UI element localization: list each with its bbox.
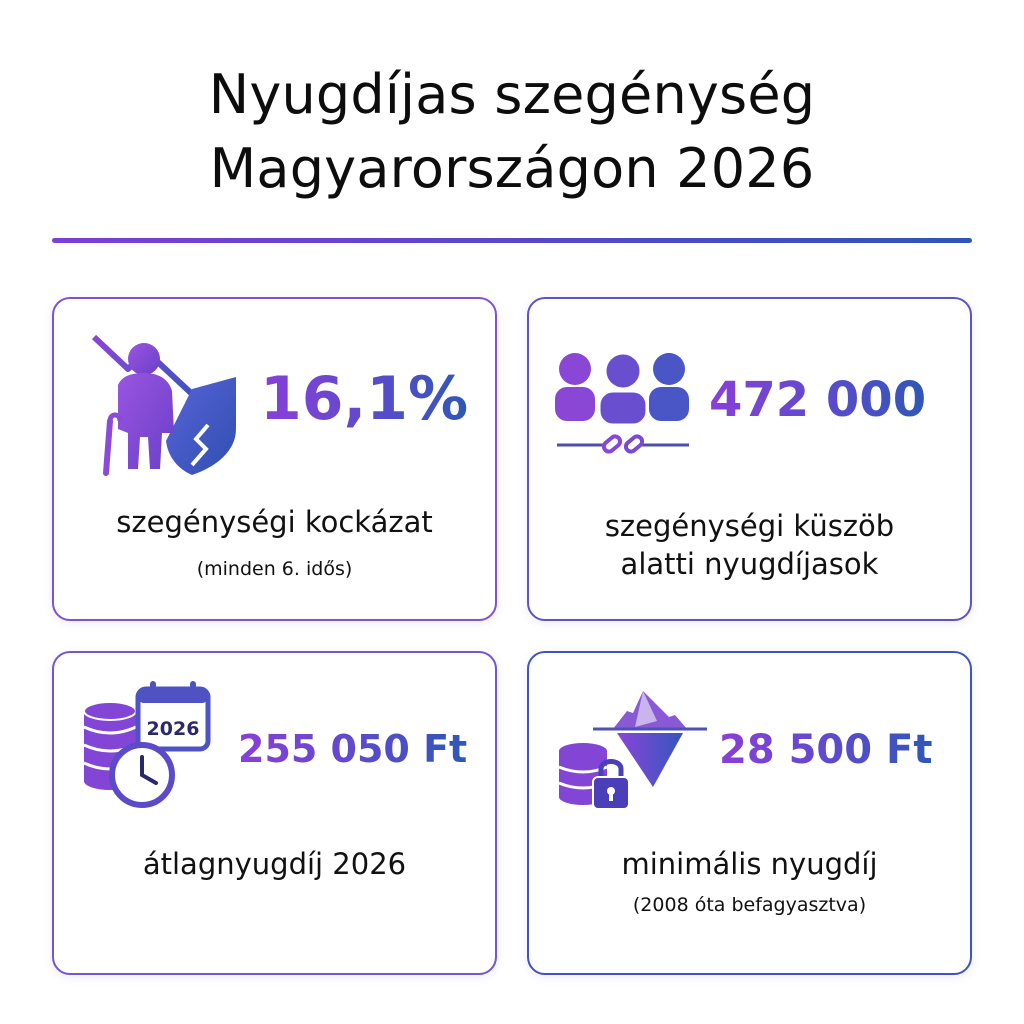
minimum-pension-note: (2008 óta befagyasztva) — [632, 894, 867, 916]
page-title-line1: Nyugdíjas szegénység — [208, 63, 816, 126]
poverty-risk-label: szegénységi kockázat — [116, 505, 433, 539]
elderly-person-declining-arrow-broken-shield-icon — [88, 329, 238, 479]
below-threshold-label-line2: alatti nyugdíjasok — [620, 547, 879, 581]
poverty-risk-value: 16,1% — [260, 361, 468, 437]
stat-card-poverty-risk — [52, 297, 497, 621]
coins-calendar-clock-icon — [80, 681, 216, 809]
average-pension-label: átlagnyugdíj 2026 — [142, 847, 407, 881]
poverty-risk-note: (minden 6. idős) — [196, 558, 353, 580]
minimum-pension-label: minimális nyugdíj — [621, 847, 878, 881]
stat-card-minimum-pension — [527, 651, 972, 975]
page-title-line2: Magyarországon 2026 — [209, 137, 815, 200]
stat-card-average-pension — [52, 651, 497, 975]
title-divider — [52, 238, 972, 243]
coins-lock-iceberg-icon — [557, 681, 707, 813]
page-title — [0, 58, 1024, 206]
minimum-pension-value: 28 500 Ft — [719, 723, 932, 777]
calendar-year-text: 2026 — [146, 718, 200, 740]
below-threshold-value: 472 000 — [709, 369, 926, 431]
elderly-group-broken-chain-icon — [553, 345, 693, 465]
stat-card-below-threshold — [527, 297, 972, 621]
average-pension-value: 255 050 Ft — [238, 723, 467, 775]
below-threshold-label-line1: szegénységi küszöb — [604, 509, 895, 543]
